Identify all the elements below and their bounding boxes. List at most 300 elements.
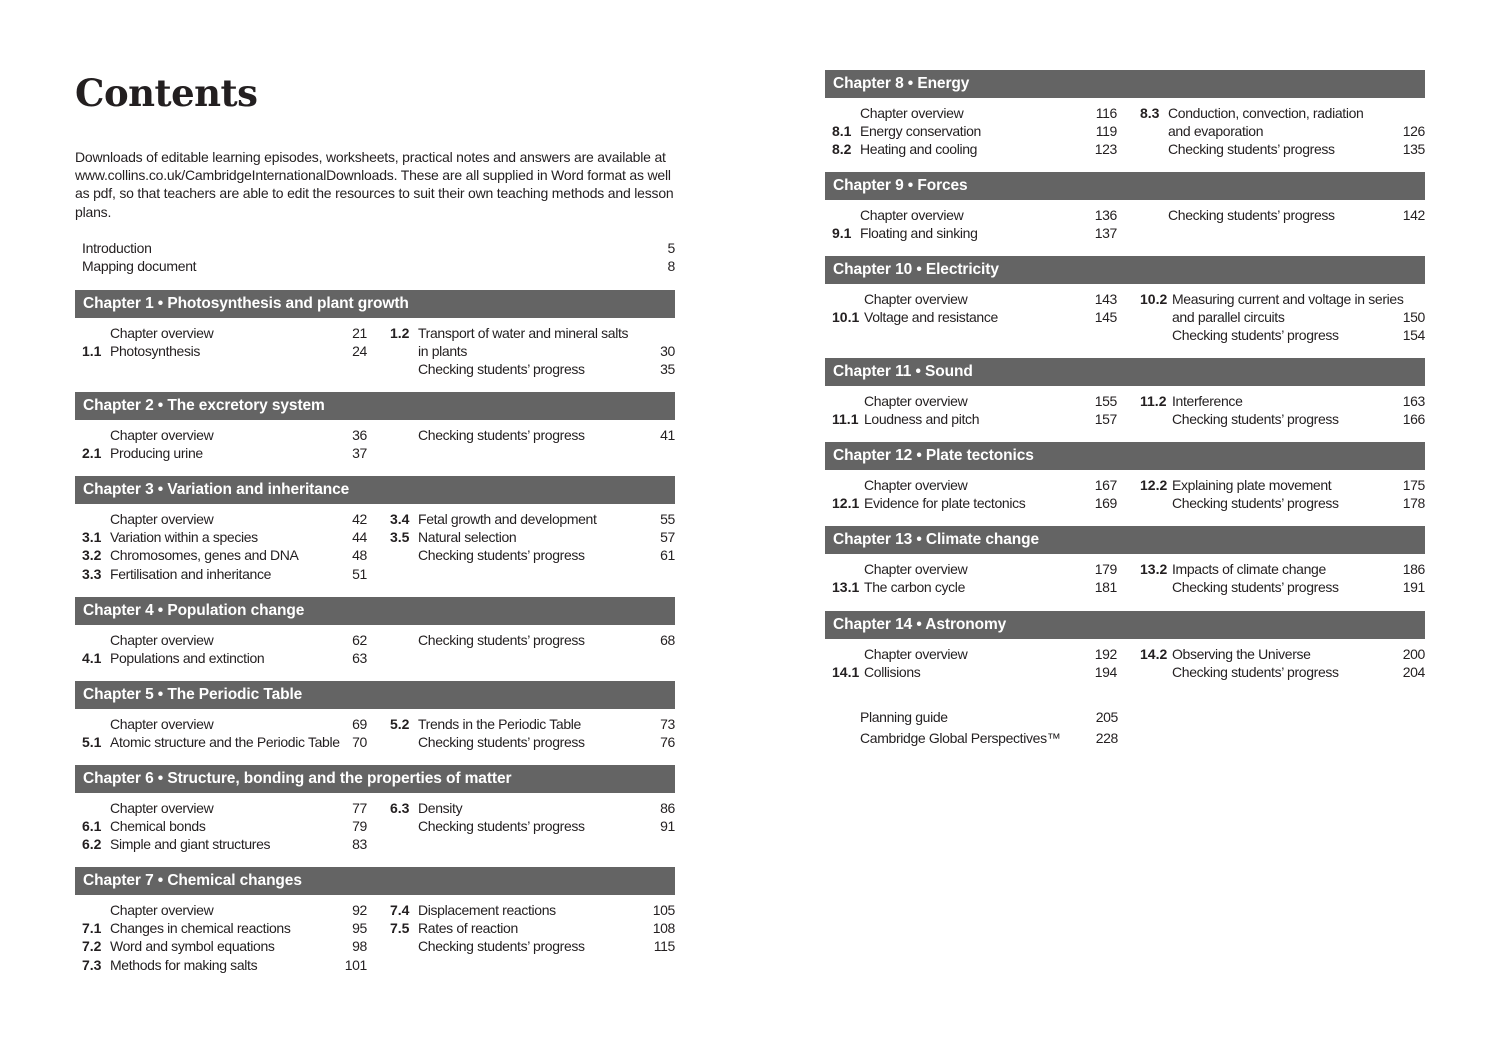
- entry-page: 163: [1402, 393, 1425, 409]
- entry-title: Checking students’ progress: [1172, 579, 1339, 596]
- entry-title: Checking students’ progress: [1172, 664, 1339, 681]
- section-number: 6.2: [82, 836, 102, 853]
- toc-entry[interactable]: [390, 546, 675, 564]
- entry-page: 167: [1094, 477, 1117, 493]
- section-number: 9.1: [832, 225, 852, 242]
- chapter-section: [825, 526, 1425, 596]
- chapter-entries: [75, 799, 675, 854]
- entry-page: 92: [352, 902, 367, 918]
- section-number: 10.1: [832, 309, 860, 326]
- section-number: 11.1: [832, 411, 859, 428]
- toc-entry[interactable]: [1140, 494, 1425, 512]
- entry-page: 135: [1402, 141, 1425, 158]
- entry-page: 145: [1094, 309, 1117, 326]
- chapter-heading[interactable]: Chapter 14 • Astronomy: [825, 611, 1425, 639]
- entry-page: 61: [660, 547, 675, 564]
- left-column: [832, 560, 1117, 596]
- section-number: 10.2: [1140, 291, 1168, 307]
- section-number: 3.3: [82, 565, 102, 582]
- section-number: 5.2: [390, 716, 410, 732]
- entry-title: Checking students’ progress: [418, 632, 585, 648]
- entry-page: 73: [660, 716, 675, 732]
- entry-title: Variation within a species: [110, 529, 258, 546]
- section-number: 8.3: [1140, 105, 1160, 121]
- entry-page: 142: [1402, 207, 1425, 223]
- right-column: [390, 715, 675, 751]
- toc-entry[interactable]: [832, 410, 1117, 428]
- list-item[interactable]: [75, 257, 675, 275]
- chapter-entries: [75, 324, 675, 379]
- toc-entry[interactable]: [832, 392, 1117, 410]
- right-column: [1140, 645, 1425, 681]
- toc-entry[interactable]: [1140, 326, 1425, 344]
- toc-entry[interactable]: [1140, 206, 1425, 224]
- entry-title: Chapter overview: [864, 477, 968, 493]
- section-number: 12.2: [1140, 477, 1168, 493]
- entry-page: 57: [660, 529, 675, 546]
- left-column: [82, 799, 367, 854]
- front-matter-list: [75, 239, 675, 275]
- toc-entry[interactable]: [390, 631, 675, 649]
- chapter-section: [75, 867, 675, 974]
- entry-page: 36: [352, 427, 367, 443]
- entry-page: 30: [660, 343, 675, 360]
- chapter-section: [75, 681, 675, 751]
- entry-title: Populations and extinction: [110, 650, 265, 667]
- left-column: [82, 510, 367, 583]
- entry-title: Checking students’ progress: [418, 427, 585, 443]
- entry-page: 154: [1402, 327, 1425, 344]
- entry-title: Checking students’ progress: [418, 734, 585, 751]
- chapter-heading[interactable]: Chapter 2 • The excretory system: [75, 392, 675, 420]
- toc-entry[interactable]: [832, 206, 1117, 224]
- toc-entry[interactable]: [82, 510, 367, 528]
- toc-entry[interactable]: [832, 476, 1117, 494]
- entry-page: 55: [660, 511, 675, 527]
- right-column: [1140, 104, 1425, 159]
- toc-entry[interactable]: [1140, 290, 1425, 326]
- entry-title: Simple and giant structures: [110, 836, 271, 853]
- section-number: 6.1: [82, 818, 102, 835]
- entry-page: 8: [667, 258, 675, 275]
- entry-page: 98: [352, 938, 367, 955]
- toc-entry[interactable]: [832, 122, 1117, 140]
- toc-entry[interactable]: [832, 104, 1117, 122]
- toc-entry[interactable]: [82, 565, 367, 583]
- section-number: 11.2: [1140, 393, 1167, 409]
- entry-page: 143: [1094, 291, 1117, 307]
- entry-title: Word and symbol equations: [110, 938, 275, 955]
- entry-title: Chapter overview: [110, 632, 214, 648]
- chapter-section: [75, 597, 675, 667]
- chapter-heading[interactable]: Chapter 13 • Climate change: [825, 526, 1425, 554]
- toc-entry[interactable]: [390, 324, 675, 360]
- chapter-section: [825, 172, 1425, 242]
- entry-page: 179: [1094, 561, 1117, 577]
- toc-entry[interactable]: [1140, 560, 1425, 578]
- chapter-entries: [75, 631, 675, 667]
- entry-title: Floating and sinking: [860, 225, 978, 242]
- entry-title: and parallel circuits: [1172, 309, 1285, 326]
- entry-title: Checking students’ progress: [418, 547, 585, 564]
- entry-title: Observing the Universe: [1172, 646, 1311, 662]
- chapter-heading[interactable]: Chapter 1 • Photosynthesis and plant growth: [75, 290, 675, 318]
- section-number: 3.4: [390, 511, 410, 527]
- entry-page: 86: [660, 800, 675, 816]
- entry-title: The carbon cycle: [864, 579, 966, 596]
- section-number: 3.5: [390, 529, 410, 546]
- chapter-section: [75, 476, 675, 583]
- entry-title: Density: [418, 800, 463, 816]
- entry-title: Photosynthesis: [110, 343, 201, 360]
- entry-title: Chapter overview: [860, 207, 964, 223]
- toc-entry[interactable]: [82, 799, 367, 817]
- toc-entry[interactable]: [832, 290, 1117, 308]
- chapter-heading[interactable]: Chapter 10 • Electricity: [825, 256, 1425, 284]
- entry-page: 35: [660, 361, 675, 378]
- toc-entry[interactable]: [390, 715, 675, 733]
- toc-entry[interactable]: [390, 901, 675, 919]
- entry-title: Fertilisation and inheritance: [110, 565, 272, 582]
- entry-page: 44: [352, 529, 367, 546]
- left-column: [82, 901, 367, 974]
- left-column: [832, 645, 1117, 681]
- entry-title: Checking students’ progress: [418, 361, 585, 378]
- toc-entry[interactable]: [82, 324, 367, 342]
- section-number: 7.5: [390, 920, 410, 937]
- entry-page: 108: [652, 920, 675, 937]
- section-number: 1.2: [390, 325, 410, 341]
- entry-title: Heating and cooling: [860, 141, 978, 158]
- entry-page: 24: [352, 343, 367, 360]
- toc-entry[interactable]: [82, 817, 367, 835]
- entry-title: Chapter overview: [110, 325, 214, 341]
- entry-title: Conduction, convection, radiation: [1168, 105, 1364, 121]
- entry-page: 63: [352, 650, 367, 667]
- chapter-entries: [75, 426, 675, 462]
- entry-page: 42: [352, 511, 367, 527]
- toc-entry[interactable]: [1140, 645, 1425, 663]
- entry-page: 95: [352, 920, 367, 937]
- chapter-heading[interactable]: Chapter 8 • Energy: [825, 70, 1425, 98]
- left-column: [832, 476, 1117, 512]
- entry-title: Displacement reactions: [418, 902, 556, 918]
- toc-entry[interactable]: [832, 645, 1117, 663]
- entry-page: 194: [1094, 664, 1117, 681]
- chapter-section: [75, 290, 675, 379]
- entry-title: Changes in chemical reactions: [110, 920, 291, 937]
- entry-page: 157: [1094, 411, 1117, 428]
- entry-title: Cambridge Global Perspectives™: [860, 729, 1061, 746]
- entry-title: Checking students’ progress: [1168, 207, 1335, 223]
- toc-entry[interactable]: [1140, 392, 1425, 410]
- chapter-section: [825, 358, 1425, 428]
- entry-title: Voltage and resistance: [864, 309, 998, 326]
- entry-title: Impacts of climate change: [1172, 561, 1326, 577]
- entry-page: 137: [1094, 225, 1117, 242]
- toc-entry[interactable]: [832, 224, 1117, 242]
- section-number: 6.3: [390, 800, 410, 816]
- toc-entry[interactable]: [390, 733, 675, 751]
- chapter-entries: [75, 901, 675, 974]
- entry-title: in plants: [418, 343, 467, 360]
- intro-paragraph: Downloads of editable learning episodes, worksheets, practical notes and answers are available at www.collins.co.uk/CambridgeInternationalDownloads. These are all supplied in Word format as well as pdf, so that teachers are able to edit the resources to suit their own teaching methods and lesson plans.: [75, 149, 674, 220]
- left-column: [82, 426, 367, 462]
- entry-title: Chapter overview: [864, 393, 968, 409]
- toc-entry[interactable]: [1140, 410, 1425, 428]
- entry-page: 77: [352, 800, 367, 816]
- section-number: 12.1: [832, 495, 860, 512]
- toc-entry[interactable]: [82, 919, 367, 937]
- chapter-heading[interactable]: Chapter 4 • Population change: [75, 597, 675, 625]
- toc-entry[interactable]: [82, 937, 367, 955]
- toc-entry[interactable]: [82, 444, 367, 462]
- entry-page: 126: [1402, 123, 1425, 140]
- section-number: 3.1: [82, 529, 102, 546]
- left-column: [82, 324, 367, 360]
- list-item[interactable]: [75, 239, 675, 257]
- toc-entry[interactable]: [390, 937, 675, 955]
- toc-entry[interactable]: [82, 342, 367, 360]
- entry-title: Interference: [1172, 393, 1243, 409]
- entry-title: Chapter overview: [860, 105, 964, 121]
- toc-entry[interactable]: [82, 528, 367, 546]
- toc-entry[interactable]: [390, 528, 675, 546]
- toc-entry[interactable]: [390, 360, 675, 378]
- entry-page: 181: [1094, 579, 1117, 596]
- entry-title: Evidence for plate tectonics: [864, 495, 1026, 512]
- entry-page: 116: [1095, 105, 1117, 121]
- section-number: 7.2: [82, 938, 102, 955]
- entry-page: 150: [1402, 309, 1425, 326]
- entry-title: Atomic structure and the Periodic Table: [110, 734, 340, 751]
- section-number: 13.2: [1140, 561, 1168, 577]
- chapter-entries: [825, 290, 1425, 345]
- left-column: [832, 290, 1117, 326]
- entry-title: Checking students’ progress: [1168, 141, 1335, 158]
- chapter-entries: [825, 392, 1425, 428]
- entry-page: 228: [1095, 729, 1118, 746]
- entry-title: Methods for making salts: [110, 956, 258, 973]
- entry-title: Introduction: [82, 240, 152, 256]
- chapter-heading[interactable]: Chapter 11 • Sound: [825, 358, 1425, 386]
- chapter-entries: [825, 476, 1425, 512]
- toc-entry[interactable]: [390, 426, 675, 444]
- section-number: 8.2: [832, 141, 852, 158]
- right-column: [390, 510, 675, 565]
- toc-entry[interactable]: [82, 649, 367, 667]
- section-number: 7.4: [390, 902, 410, 918]
- entry-page: 69: [352, 716, 367, 732]
- entry-page: 105: [652, 902, 675, 918]
- entry-page: 70: [352, 734, 367, 751]
- entry-title: and evaporation: [1168, 123, 1264, 140]
- chapter-section: [75, 392, 675, 462]
- right-column: [1140, 476, 1425, 512]
- entry-title: Chapter overview: [110, 427, 214, 443]
- toc-entry[interactable]: [832, 560, 1117, 578]
- toc-entry[interactable]: [390, 510, 675, 528]
- toc-entry[interactable]: [82, 715, 367, 733]
- toc-entry[interactable]: [832, 663, 1117, 681]
- back-matter-list: [860, 708, 1118, 749]
- right-column: [390, 426, 675, 444]
- left-column: [832, 206, 1117, 242]
- chapter-heading[interactable]: Chapter 5 • The Periodic Table: [75, 681, 675, 709]
- entry-page: 191: [1402, 579, 1425, 596]
- chapter-entries: [75, 510, 675, 583]
- chapter-section: [825, 256, 1425, 345]
- entry-title: Chapter overview: [864, 291, 968, 307]
- entry-page: 76: [660, 734, 675, 751]
- section-number: 7.3: [82, 956, 102, 973]
- chapter-section: [825, 442, 1425, 512]
- entry-page: 155: [1094, 393, 1117, 409]
- chapter-section: [75, 765, 675, 854]
- section-number: 7.1: [82, 920, 102, 937]
- toc-entry[interactable]: [82, 733, 367, 751]
- chapter-heading[interactable]: Chapter 3 • Variation and inheritance: [75, 476, 675, 504]
- entry-page: 186: [1402, 561, 1425, 577]
- entry-title: Chapter overview: [864, 561, 968, 577]
- entry-page: 51: [352, 565, 367, 582]
- entry-title: Checking students’ progress: [418, 818, 585, 835]
- entry-title: Fetal growth and development: [418, 511, 597, 527]
- page-title: Contents: [75, 71, 258, 115]
- entry-page: 200: [1402, 646, 1425, 662]
- entry-page: 166: [1402, 411, 1425, 428]
- chapter-entries: [825, 560, 1425, 596]
- chapter-entries: [75, 715, 675, 751]
- entry-title: Producing urine: [110, 445, 203, 462]
- toc-entry[interactable]: [82, 956, 367, 974]
- entry-page: 204: [1402, 664, 1425, 681]
- entry-title: Mapping document: [82, 258, 197, 275]
- toc-entry[interactable]: [1140, 140, 1425, 158]
- entry-title: Chapter overview: [110, 902, 214, 918]
- toc-entry[interactable]: [1140, 104, 1425, 140]
- toc-entry[interactable]: [82, 546, 367, 564]
- entry-page: 178: [1402, 495, 1425, 512]
- section-number: 14.1: [832, 664, 860, 681]
- list-item[interactable]: [860, 729, 1118, 750]
- entry-page: 115: [653, 938, 675, 955]
- entry-page: 91: [660, 818, 675, 835]
- entry-page: 62: [352, 632, 367, 648]
- right-column: [390, 901, 675, 956]
- entry-title: Checking students’ progress: [418, 938, 585, 955]
- chapter-heading[interactable]: Chapter 7 • Chemical changes: [75, 867, 675, 895]
- entry-page: 123: [1094, 141, 1117, 158]
- section-number: 5.1: [82, 734, 102, 751]
- entry-title: Checking students’ progress: [1172, 495, 1339, 512]
- toc-entry[interactable]: [82, 901, 367, 919]
- section-number: 3.2: [82, 547, 102, 564]
- chapter-section: [825, 611, 1425, 681]
- entry-page: 21: [352, 325, 367, 341]
- entry-page: 41: [660, 427, 675, 443]
- toc-entry[interactable]: [832, 578, 1117, 596]
- chapter-heading[interactable]: Chapter 9 • Forces: [825, 172, 1425, 200]
- left-column: [82, 715, 367, 751]
- entry-title: Checking students’ progress: [1172, 327, 1339, 344]
- entry-title: Chromosomes, genes and DNA: [110, 547, 299, 564]
- entry-title: Chapter overview: [110, 511, 214, 527]
- entry-title: Chemical bonds: [110, 818, 206, 835]
- left-column: [832, 392, 1117, 428]
- entry-title: Planning guide: [860, 709, 948, 725]
- section-number: 1.1: [82, 343, 102, 360]
- entry-page: 68: [660, 632, 675, 648]
- toc-entry[interactable]: [82, 426, 367, 444]
- toc-entry[interactable]: [390, 799, 675, 817]
- chapter-heading[interactable]: Chapter 6 • Structure, bonding and the properties of matter: [75, 765, 675, 793]
- entry-title: Loudness and pitch: [864, 411, 980, 428]
- entry-title: Natural selection: [418, 529, 517, 546]
- entry-page: 83: [352, 836, 367, 853]
- entry-page: 79: [352, 818, 367, 835]
- section-number: 14.2: [1140, 646, 1168, 662]
- toc-entry[interactable]: [390, 817, 675, 835]
- entry-page: 48: [352, 547, 367, 564]
- chapter-section: [825, 70, 1425, 159]
- section-number: 8.1: [832, 123, 852, 140]
- entry-page: 5: [667, 240, 675, 256]
- right-column: [1140, 206, 1425, 224]
- entry-title: Rates of reaction: [418, 920, 518, 937]
- entry-page: 136: [1094, 207, 1117, 223]
- entry-title: Energy conservation: [860, 123, 981, 140]
- right-column: [390, 631, 675, 649]
- entry-title: Collisions: [864, 664, 921, 681]
- entry-title: Explaining plate movement: [1172, 477, 1332, 493]
- section-number: 2.1: [82, 445, 102, 462]
- toc-entry[interactable]: [832, 308, 1117, 326]
- entry-page: 37: [352, 445, 367, 462]
- toc-entry[interactable]: [1140, 578, 1425, 596]
- right-column: [1140, 560, 1425, 596]
- toc-entry[interactable]: [82, 835, 367, 853]
- toc-entry[interactable]: [832, 494, 1117, 512]
- right-column: [1140, 392, 1425, 428]
- chapter-entries: [825, 206, 1425, 242]
- section-number: 13.1: [832, 579, 860, 596]
- toc-entry[interactable]: [832, 140, 1117, 158]
- right-column: [390, 799, 675, 835]
- right-column: [1140, 290, 1425, 345]
- entry-title: Measuring current and voltage in series: [1172, 291, 1404, 307]
- left-column: [82, 631, 367, 667]
- left-column: [832, 104, 1117, 159]
- chapter-entries: [825, 645, 1425, 681]
- entry-title: Chapter overview: [110, 800, 214, 816]
- toc-entry[interactable]: [82, 631, 367, 649]
- chapter-heading[interactable]: Chapter 12 • Plate tectonics: [825, 442, 1425, 470]
- toc-entry[interactable]: [390, 919, 675, 937]
- entry-page: 205: [1095, 709, 1118, 725]
- entry-title: Chapter overview: [110, 716, 214, 732]
- section-number: 4.1: [82, 650, 102, 667]
- entry-title: Chapter overview: [864, 646, 968, 662]
- list-item[interactable]: [860, 708, 1118, 729]
- entry-page: 119: [1095, 123, 1117, 140]
- entry-page: 192: [1094, 646, 1117, 662]
- chapter-entries: [825, 104, 1425, 159]
- toc-entry[interactable]: [1140, 476, 1425, 494]
- toc-entry[interactable]: [1140, 663, 1425, 681]
- entry-title: Trends in the Periodic Table: [418, 716, 581, 732]
- entry-title: Checking students’ progress: [1172, 411, 1339, 428]
